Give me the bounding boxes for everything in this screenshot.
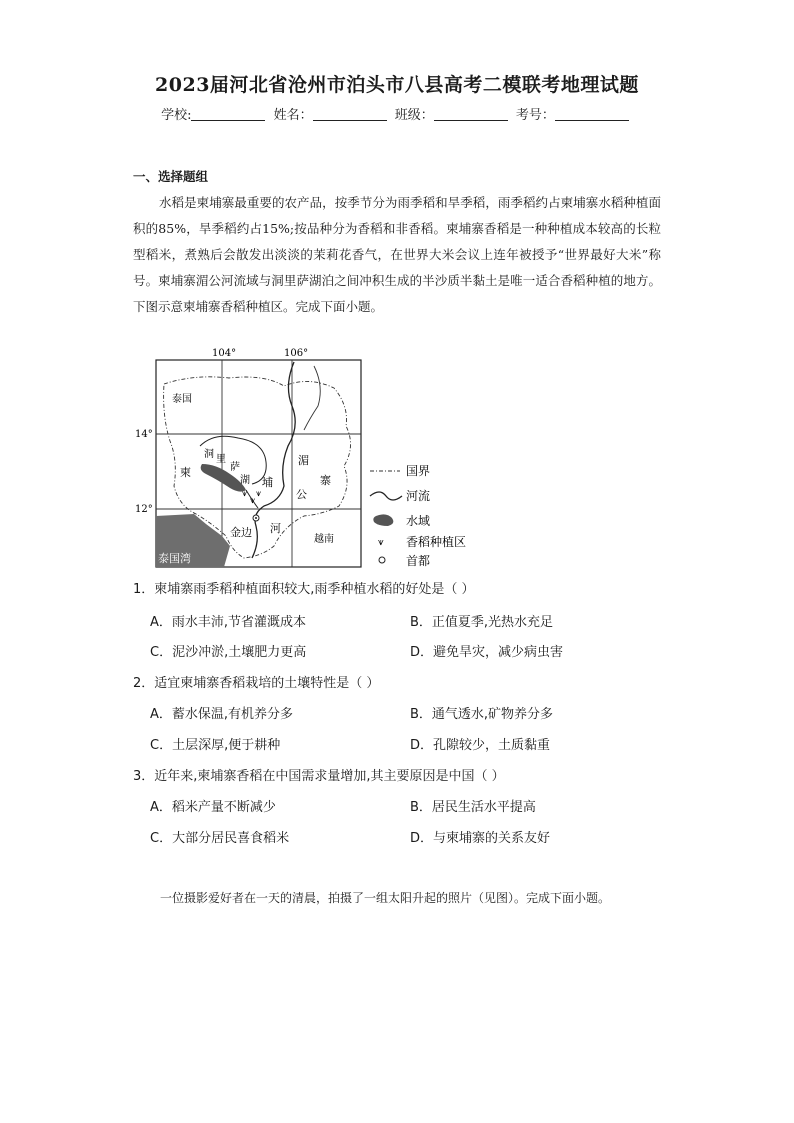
question-1-stem: 1．柬埔寨雨季稻种植面积较大,雨季种植水稻的好处是（ ） bbox=[133, 582, 475, 597]
question-2-stem: 2．适宜柬埔寨香稻栽培的土壤特性是（ ） bbox=[133, 676, 380, 691]
label-dong: 洞 bbox=[204, 449, 214, 460]
lon-label-106: 106° bbox=[284, 348, 309, 359]
label-jian: 柬 bbox=[180, 466, 191, 479]
q1-option-b[interactable]: B．正值夏季,光热水充足 bbox=[410, 615, 554, 630]
reading-passage-2: 一位摄影爱好者在一天的清晨，拍摄了一组太阳升起的照片（见图）。完成下面小题。 bbox=[160, 891, 611, 905]
label-li: 里 bbox=[216, 454, 226, 465]
water-body-icon bbox=[373, 514, 393, 526]
student-info-line bbox=[0, 104, 794, 123]
q1-option-d[interactable]: D．避免旱灾，减少病虫害 bbox=[410, 645, 564, 660]
river-tributary bbox=[304, 366, 320, 430]
label-pu: 埔 bbox=[262, 476, 273, 489]
reading-passage-1: 水稻是柬埔寨最重要的农产品，按季节分为雨季稻和旱季稻，雨季稻约占柬埔寨水稻种植面积的85%，旱季稻约占15%;按品种分为香稻和非香稻。柬埔寨香稻是一种种植成本较高的长粒型稻米，煮熟后会散发出淡淡的茉莉花香气，在世界大米会议上连年被授予“世界最好大米”称号。柬埔寨湄公河流域与洞里萨湖泊之间冲积生成的半沙质半黏土是唯一适合香稻种植的地方。下图示意柬埔寨香稻种植区。完成下面小题。 bbox=[133, 195, 661, 314]
question-3-stem: 3．近年来,柬埔寨香稻在中国需求量增加,其主要原因是中国（ ） bbox=[133, 769, 505, 784]
school-blank[interactable] bbox=[191, 108, 265, 121]
name-blank[interactable] bbox=[313, 108, 387, 121]
legend-water-label: 水域 bbox=[406, 514, 431, 528]
label-gong: 公 bbox=[296, 488, 307, 501]
q1-option-c[interactable]: C．泥沙冲淤,土壤肥力更高 bbox=[150, 645, 307, 660]
q2-option-d[interactable]: D．孔隙较少，土质黏重 bbox=[410, 738, 551, 753]
lat-label-14: 14° bbox=[135, 429, 153, 440]
legend-capital-label: 首都 bbox=[406, 554, 431, 568]
label-he: 河 bbox=[270, 522, 281, 535]
label-thailand: 泰国 bbox=[172, 394, 192, 405]
name-label: 姓名： bbox=[273, 108, 313, 123]
rice-symbol: ⩛ bbox=[250, 496, 256, 506]
class-blank[interactable] bbox=[434, 108, 508, 121]
capital-icon bbox=[379, 557, 385, 563]
legend-border-label: 国界 bbox=[406, 464, 431, 478]
cambodia-rice-map bbox=[134, 346, 474, 571]
class-label: 班级： bbox=[394, 108, 434, 123]
label-mei: 湄 bbox=[298, 454, 309, 467]
label-sa: 萨 bbox=[230, 462, 240, 473]
lon-label-104: 104° bbox=[212, 348, 237, 359]
label-gulf: 泰国湾 bbox=[158, 552, 191, 565]
exam-title: 2023届河北省沧州市泊头市八县高考二模联考地理试题 bbox=[155, 74, 639, 96]
q2-option-a[interactable]: A．蓄水保温,有机养分多 bbox=[150, 707, 294, 722]
rice-symbol: ⩛ bbox=[256, 489, 262, 499]
q3-option-c[interactable]: C．大部分居民喜食稻米 bbox=[150, 831, 290, 846]
q2-option-b[interactable]: B．通气透水,矿物养分多 bbox=[410, 707, 554, 722]
map-legend bbox=[370, 464, 466, 568]
q3-option-b[interactable]: B．居民生活水平提高 bbox=[410, 800, 536, 815]
rice-area-icon: ⩛ bbox=[378, 537, 384, 548]
section-title: 一、选择题组 bbox=[133, 169, 209, 184]
q2-option-c[interactable]: C．土层深厚,便于耕种 bbox=[150, 738, 281, 753]
q1-option-a[interactable]: A．雨水丰沛,节省灌溉成本 bbox=[150, 615, 307, 630]
rice-symbol: ⩛ bbox=[242, 489, 248, 499]
label-phnom-penh: 金边 bbox=[230, 526, 252, 539]
label-hu: 湖 bbox=[240, 475, 250, 486]
school-label: 学校: bbox=[161, 108, 192, 123]
q3-option-d[interactable]: D．与柬埔寨的关系友好 bbox=[410, 831, 551, 846]
lat-label-12: 12° bbox=[135, 504, 153, 515]
label-zhai: 寨 bbox=[320, 474, 331, 487]
legend-rice-label: 香稻种植区 bbox=[406, 535, 467, 549]
capital-dot bbox=[255, 517, 257, 519]
legend-river-label: 河流 bbox=[406, 489, 431, 503]
q3-option-a[interactable]: A．稻米产量不断减少 bbox=[150, 800, 276, 815]
id-blank[interactable] bbox=[555, 108, 629, 121]
label-vietnam: 越南 bbox=[314, 534, 334, 545]
id-label: 考号： bbox=[515, 108, 555, 123]
river-icon bbox=[370, 492, 402, 500]
